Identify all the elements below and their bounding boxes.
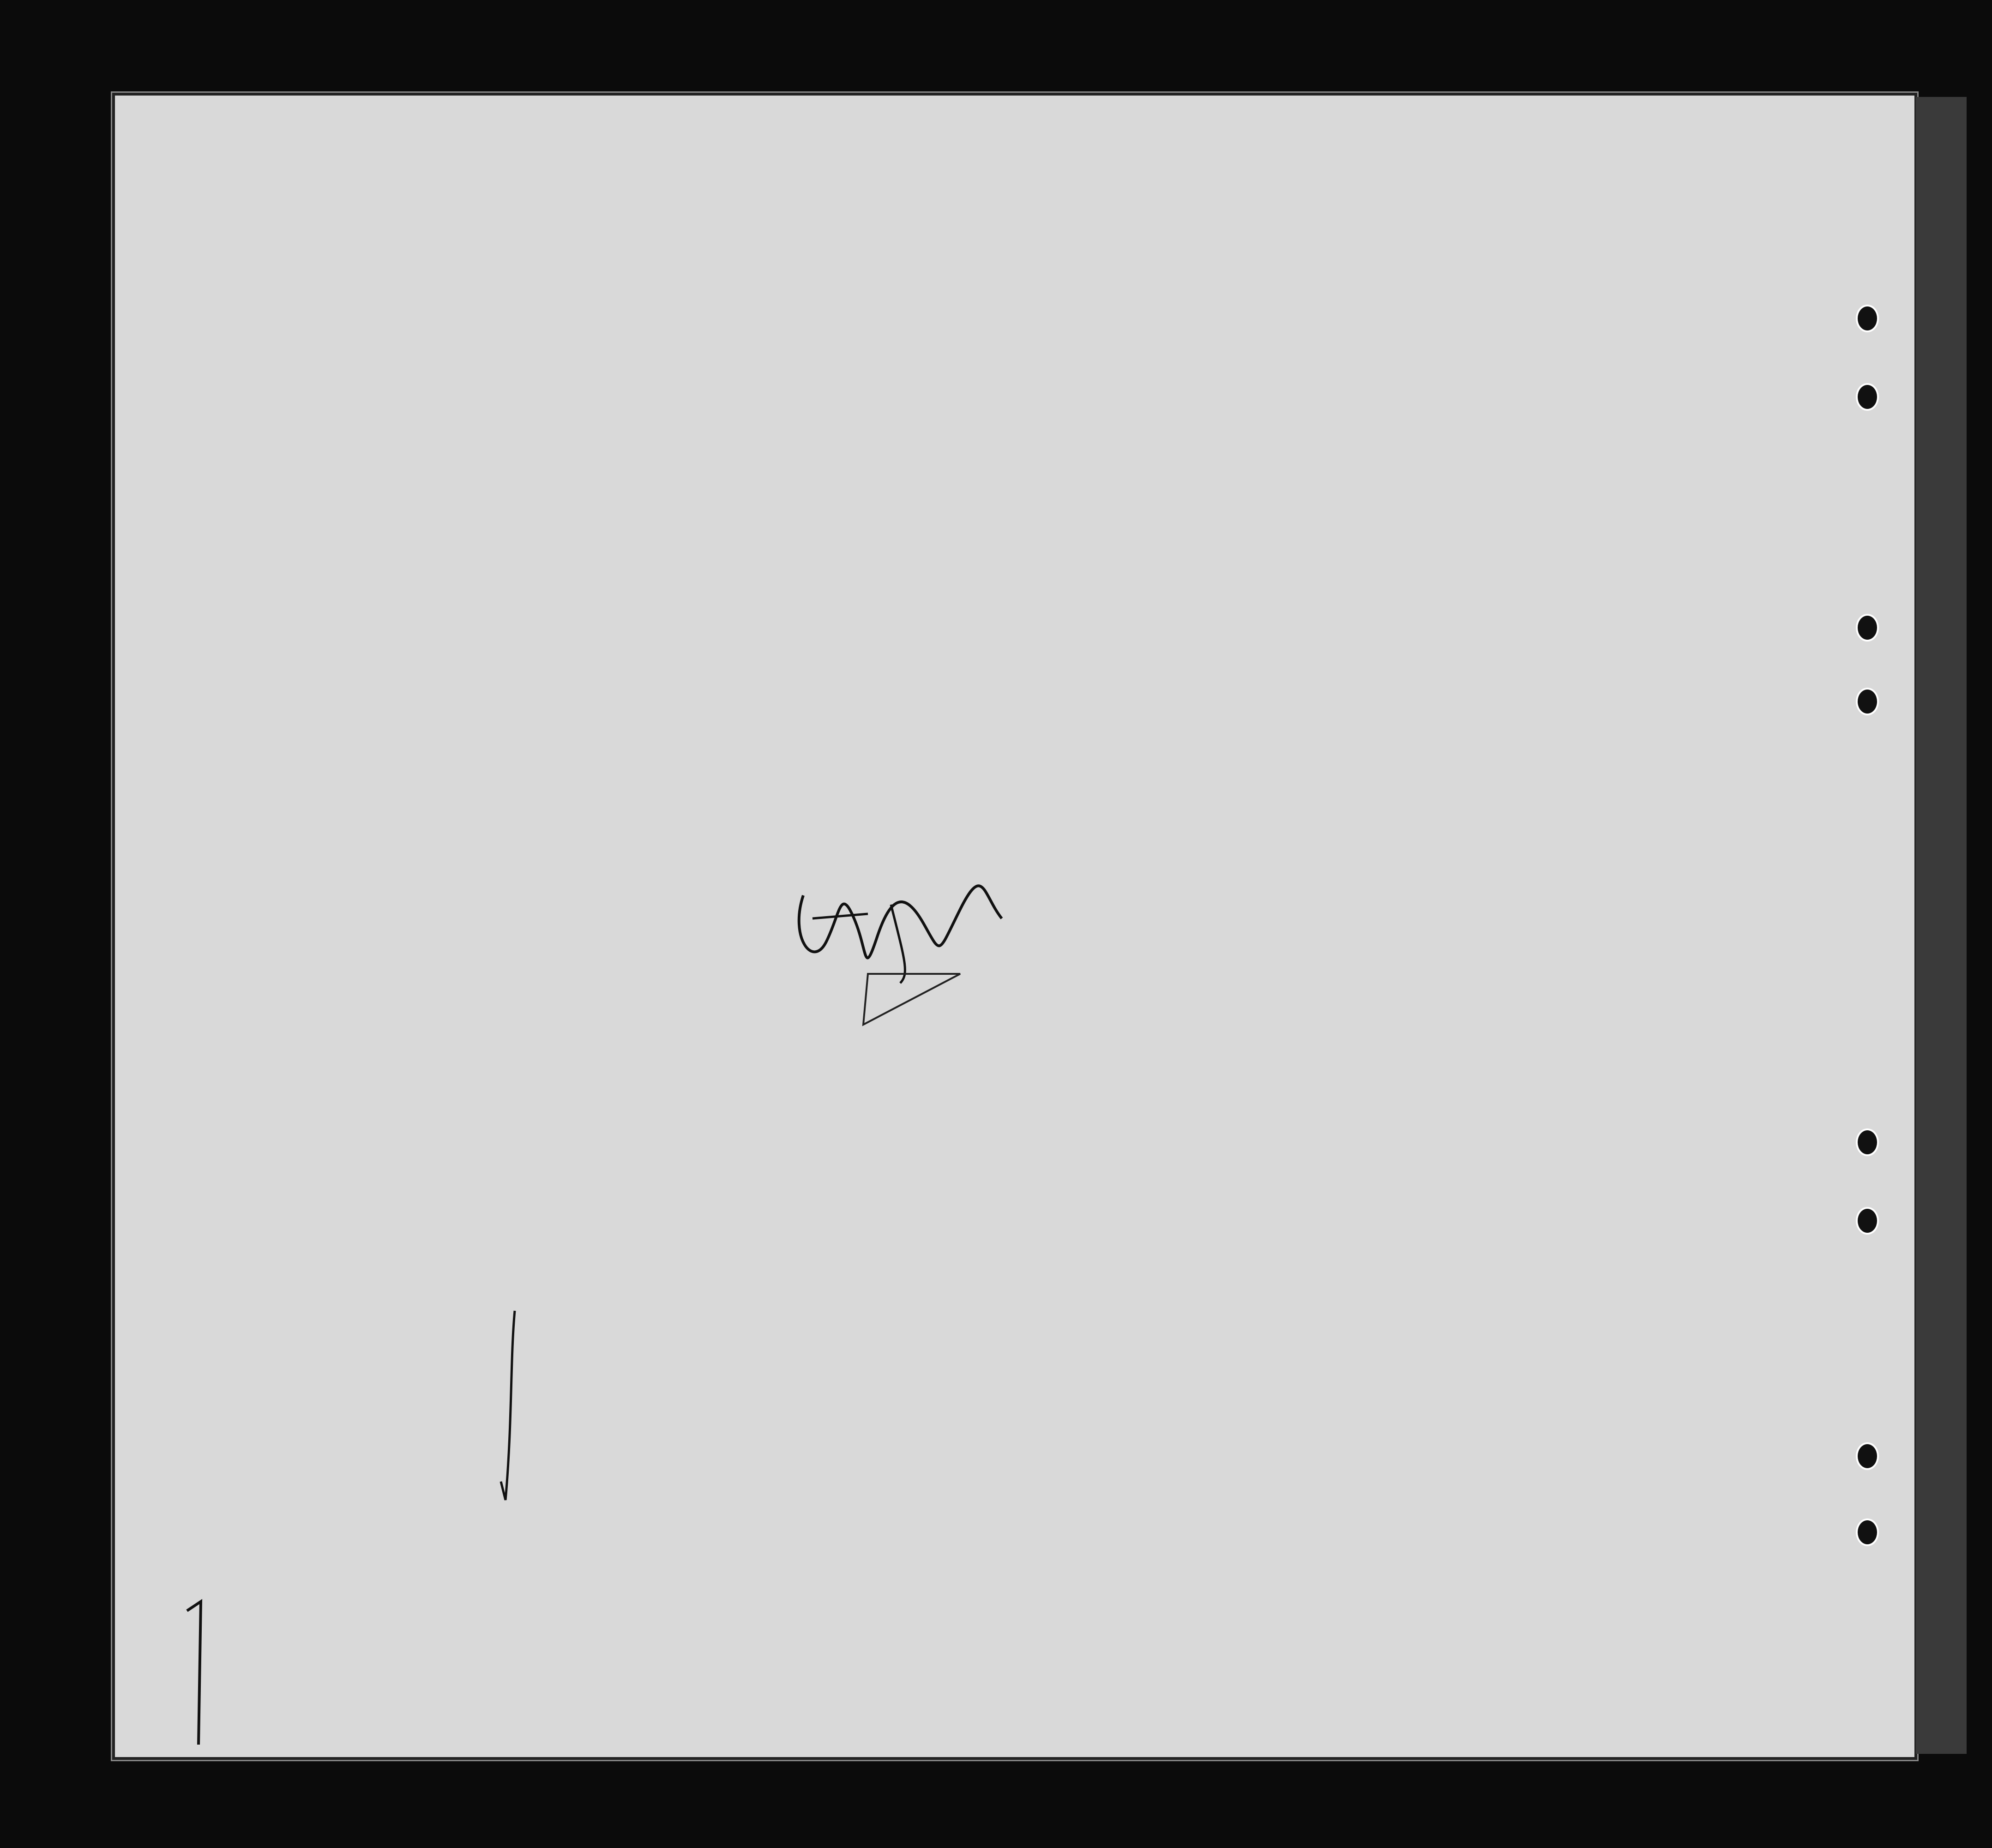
margin-mark [182, 1597, 219, 1749]
inspector-signature [785, 868, 1025, 1043]
check-mark [496, 1306, 533, 1518]
